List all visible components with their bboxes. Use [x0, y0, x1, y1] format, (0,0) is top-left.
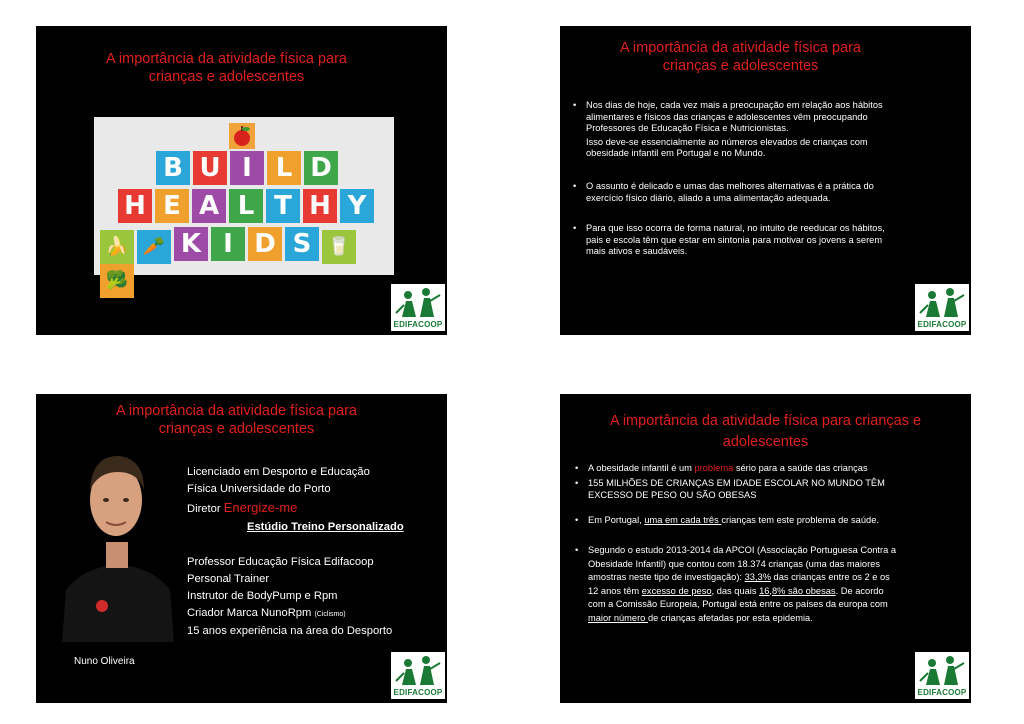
apple-icon: [229, 123, 255, 149]
people-icon: [918, 655, 966, 687]
people-icon: [918, 287, 966, 319]
edifacoop-logo: EDIFACOOP: [391, 284, 445, 331]
bullet-1: • A obesidade infantil é um problema sério para a saúde das crianças: [575, 463, 868, 473]
slide-4: [560, 394, 971, 703]
banana-icon: 🍌: [100, 230, 134, 264]
slide-title: A importância da atividade física para crianças e adolescentes: [620, 40, 861, 74]
carrot-icon: 🥕: [137, 230, 171, 264]
bullet-4: • Segundo o estudo 2013-2014 da APCOI (Associação Portuguesa Contra a Obesidade Infantil) que contou com 18.374 crianças (uma das maiores amostras neste tipo de investigação): 33,3% das crianças entre os 2 e os 12 anos têm excesso de peso, das quais 16,8% são obesas. De acordo com a Comissão Europeia, Portugal está entre os países da europa com maior número de crianças afetadas por esta epidemia.: [575, 545, 897, 623]
broccoli-icon: 🥦: [100, 264, 134, 298]
portrait-photo: [62, 450, 174, 642]
bullet-3: • Para que isso ocorra de forma natural, no intuito de reeducar os hábitos, pais e escola têm que estar em sintonia para motivar os jovens a serem mais ativos e saudáveis.: [573, 223, 885, 256]
bullet-3: • Em Portugal, uma em cada três crianças tem este problema de saúde.: [575, 515, 879, 525]
bullet-2: • 155 MILHÕES DE CRIANÇAS EM IDADE ESCOLAR NO MUNDO TÊM EXCESSO DE PESO OU SÃO OBESAS: [575, 478, 885, 500]
slide-2: [560, 26, 971, 335]
slide-title: A importância da atividade física para crianças e adolescentes: [106, 51, 347, 85]
slide-3: [36, 394, 447, 703]
row-kids: 🍌 🥕 K I D S 🥛🥦: [100, 227, 394, 298]
edifacoop-logo: EDIFACOOP: [391, 652, 445, 699]
people-icon: [394, 655, 442, 687]
people-icon: [394, 287, 442, 319]
slide-title: A importância da atividade física para crianças e adolescentes: [116, 403, 357, 437]
milk-icon: 🥛: [322, 230, 356, 264]
build-healthy-kids-image: [94, 117, 394, 291]
row-healthy: H E A L T H Y: [118, 189, 377, 223]
bio-text: Licenciado em Desporto e Educação Física Universidade do Porto Diretor Energize-me Estúdio Treino Personalizado Professor Educação Física Edifacoop Personal Trainer Instrutor de BodyPump e Rpm Criador Marca NunoRpm (Ciclismo) 15 anos experiência na área do Desporto: [187, 466, 404, 637]
slide-title: A importância da atividade física para crianças e adolescentes: [609, 413, 922, 450]
row-build: B U I L D: [156, 151, 341, 185]
edifacoop-logo: EDIFACOOP: [915, 284, 969, 331]
bullet-1: • Nos dias de hoje, cada vez mais a preocupação em relação aos hábitos alimentares e físicos das crianças e adolescentes vêm preocupando Professores de Educação Física e Nutricionistas. Isso deve-se essencialmente ao números elevados de crianças com obesidade infantil em Portugal e no Mundo.: [573, 100, 883, 158]
edifacoop-logo: EDIFACOOP: [915, 652, 969, 699]
director-line: Diretor Energize-me: [187, 500, 298, 515]
slide-1: [36, 26, 447, 335]
presenter-name: Nuno Oliveira: [74, 656, 135, 667]
bullet-2: • O assunto é delicado e umas das melhores alternativas é a prática do exercício físico diário, aliado a uma alimentação adequada.: [573, 181, 874, 203]
